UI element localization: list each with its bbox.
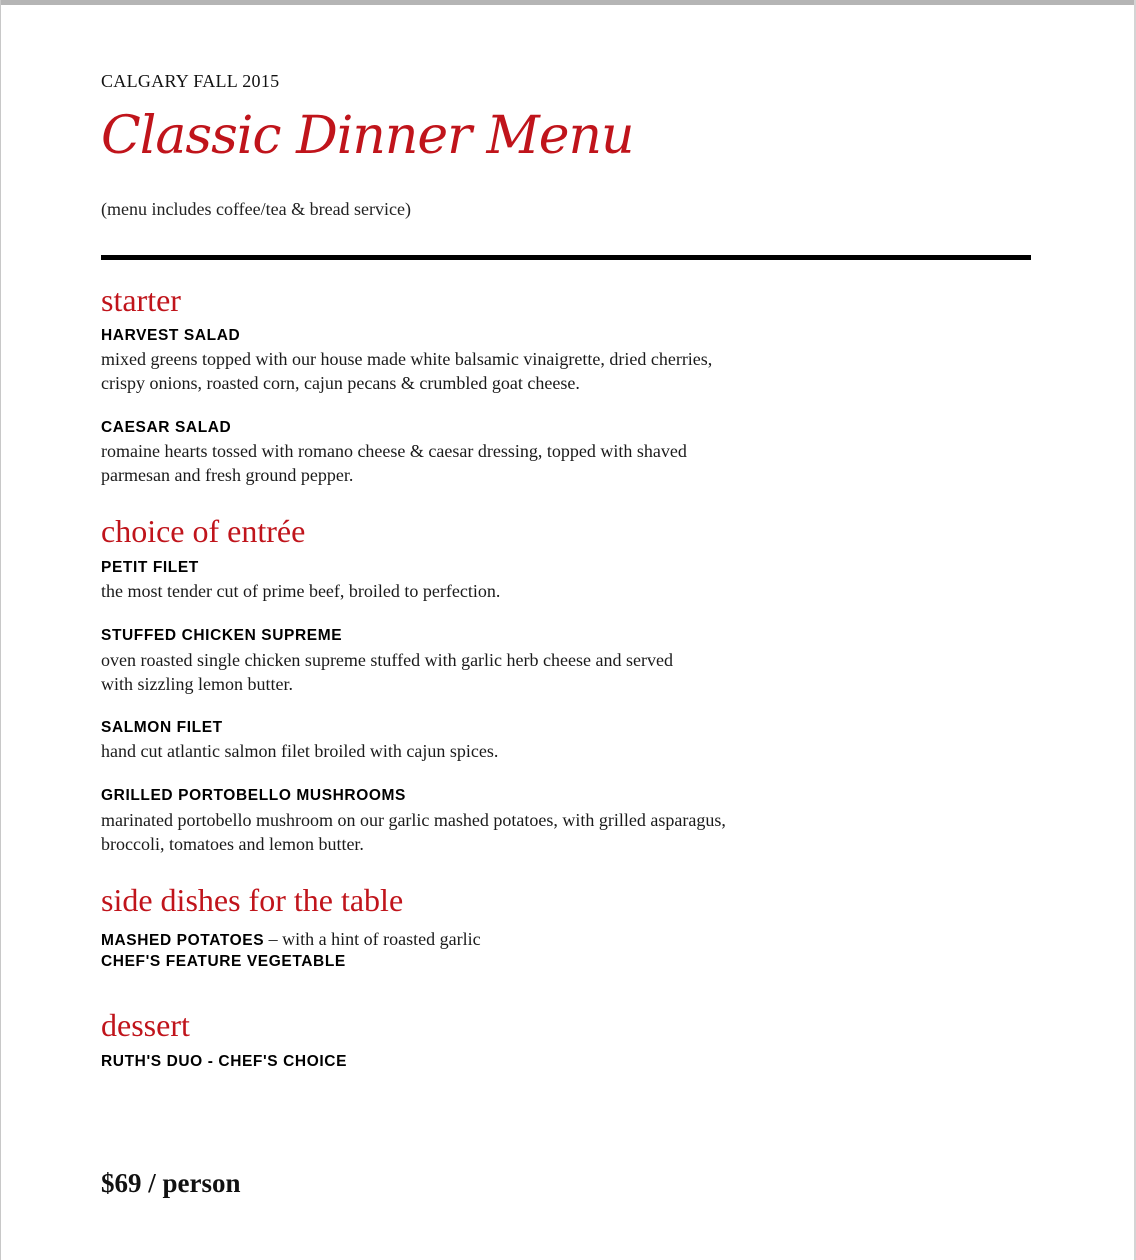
menu-kicker: CALGARY FALL 2015: [101, 71, 280, 91]
side-item-note: – with a hint of roasted garlic: [264, 929, 481, 949]
item-desc-portobello: marinated portobello mushroom on our garlic mashed potatoes, with grilled asparagus, broccoli, tomatoes and lemon butter.: [101, 810, 726, 854]
item-name-petit-filet: PETIT FILET: [101, 559, 199, 576]
top-border: [0, 0, 1136, 5]
page-left-edge: [0, 0, 1, 1260]
item-name-stuffed-chicken: STUFFED CHICKEN SUPREME: [101, 627, 343, 644]
item-desc-caesar-salad: romaine hearts tossed with romano cheese & caesar dressing, topped with shaved parmesan and fresh ground pepper.: [101, 441, 687, 485]
section-heading-dessert: dessert: [101, 1007, 190, 1043]
item-desc-salmon-filet: hand cut atlantic salmon filet broiled with cajun spices.: [101, 741, 499, 761]
section-heading-entree: choice of entrée: [101, 513, 306, 549]
menu-note: (menu includes coffee/tea & bread service): [101, 199, 412, 219]
section-heading-starter: starter: [101, 282, 181, 318]
menu-title: Classic Dinner Menu: [101, 106, 634, 166]
item-name-harvest-salad: HARVEST SALAD: [101, 327, 241, 344]
dessert-item: RUTH'S DUO - CHEF'S CHOICE: [101, 1053, 348, 1070]
item-desc-harvest-salad: mixed greens topped with our house made white balsamic vinaigrette, dried cherries, crispy onions, roasted corn, cajun pecans & crumbled goat cheese.: [101, 349, 713, 393]
item-desc-petit-filet: the most tender cut of prime beef, broiled to perfection.: [101, 581, 501, 601]
side-item-feature-vegetable: CHEF'S FEATURE VEGETABLE: [101, 953, 346, 970]
price-per-person: $69 / person: [101, 1168, 241, 1198]
item-name-salmon-filet: SALMON FILET: [101, 719, 223, 736]
section-heading-sides: side dishes for the table: [101, 882, 404, 918]
item-desc-stuffed-chicken: oven roasted single chicken supreme stuffed with garlic herb cheese and served with sizzling lemon butter.: [101, 650, 673, 694]
header-divider: [101, 255, 1031, 260]
item-name-caesar-salad: CAESAR SALAD: [101, 419, 232, 436]
side-item-mashed-potatoes: [101, 929, 481, 950]
side-item-name: MASHED POTATOES: [101, 932, 265, 949]
item-name-portobello: GRILLED PORTOBELLO MUSHROOMS: [101, 787, 406, 804]
